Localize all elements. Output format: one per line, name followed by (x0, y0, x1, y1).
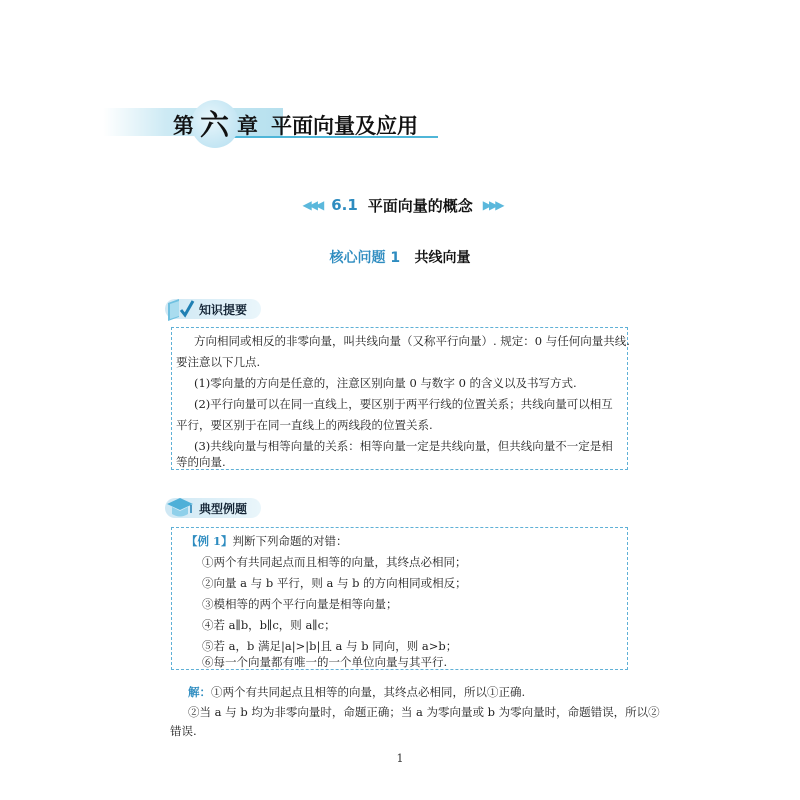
knowledge-summary-tag (165, 297, 261, 321)
chapter-title: 平面向量及应用 (271, 113, 418, 138)
right-arrows-icon: ▶▶▶ (482, 198, 502, 212)
knowledge-para: 平行，要区别于在同一直线上的两线段的位置关系. (176, 418, 433, 432)
chapter-number: 六 (200, 108, 230, 142)
typical-examples-tag (165, 496, 261, 520)
core-question-title: 共线向量 (414, 250, 471, 266)
solution-label: 解： (188, 685, 211, 699)
example-item: ⑤若 a，b 满足|a|>|b|且 a 与 b 同向，则 a>b； (202, 639, 458, 653)
solution-text: ①两个有共同起点且相等的向量，其终点必相同，所以①正确. (211, 685, 526, 699)
example-prompt-line (186, 533, 348, 549)
section-name: 平面向量的概念 (367, 196, 473, 215)
page-number: 1 (396, 752, 404, 765)
example-item: ⑥每一个向量都有唯一的一个单位向量与其平行. (202, 655, 448, 669)
example-item: ①两个有共同起点而且相等的向量，其终点必相同； (202, 555, 467, 569)
knowledge-tag-label: 知识提要 (165, 299, 261, 319)
knowledge-para: (2)平行向量可以在同一直线上，要区别于两平行线的位置关系；共线向量可以相互 (194, 397, 613, 411)
left-arrows-icon: ◀◀◀ (302, 198, 322, 212)
core-question-label: 核心问题 1 (329, 250, 401, 266)
solution-line-3: 错误. (170, 724, 197, 738)
knowledge-box (171, 327, 628, 470)
knowledge-para: 要注意以下几点. (176, 355, 261, 369)
chapter-suffix: 章 (237, 113, 258, 138)
example-box (171, 527, 628, 670)
section-number: 6.1 (331, 196, 358, 214)
graduation-cap-icon (165, 494, 195, 522)
core-question-heading (0, 247, 800, 267)
examples-tag-label: 典型例题 (165, 498, 261, 518)
example-prompt: 判断下列命题的对错： (232, 534, 348, 548)
example-item: ④若 a∥b，b∥c，则 a∥c； (202, 618, 336, 632)
solution-line-1 (188, 684, 525, 700)
example-item: ③模相等的两个平行向量是相等向量； (202, 597, 398, 611)
example-label: 【例 1】 (186, 534, 233, 548)
knowledge-para: (1)零向量的方向是任意的，注意区别向量 0 与数字 0 的含义以及书写方式. (194, 376, 577, 390)
book-check-icon (165, 295, 195, 323)
solution-line-2: ②当 a 与 b 均为非零向量时，命题正确；当 a 为零向量或 b 为零向量时，命题错误，所以② (188, 705, 660, 719)
chapter-header (103, 100, 438, 148)
knowledge-para: (3)共线向量与相等向量的关系：相等向量一定是共线向量，但共线向量不一定是相 (194, 439, 613, 453)
section-title (282, 193, 522, 217)
knowledge-para: 方向相同或相反的非零向量，叫共线向量（又称平行向量）. 规定：0 与任何向量共线. (194, 334, 630, 348)
knowledge-para: 等的向量. (176, 455, 226, 469)
chapter-prefix: 第 (173, 113, 194, 138)
example-item: ②向量 a 与 b 平行，则 a 与 b 的方向相同或相反； (202, 576, 467, 590)
